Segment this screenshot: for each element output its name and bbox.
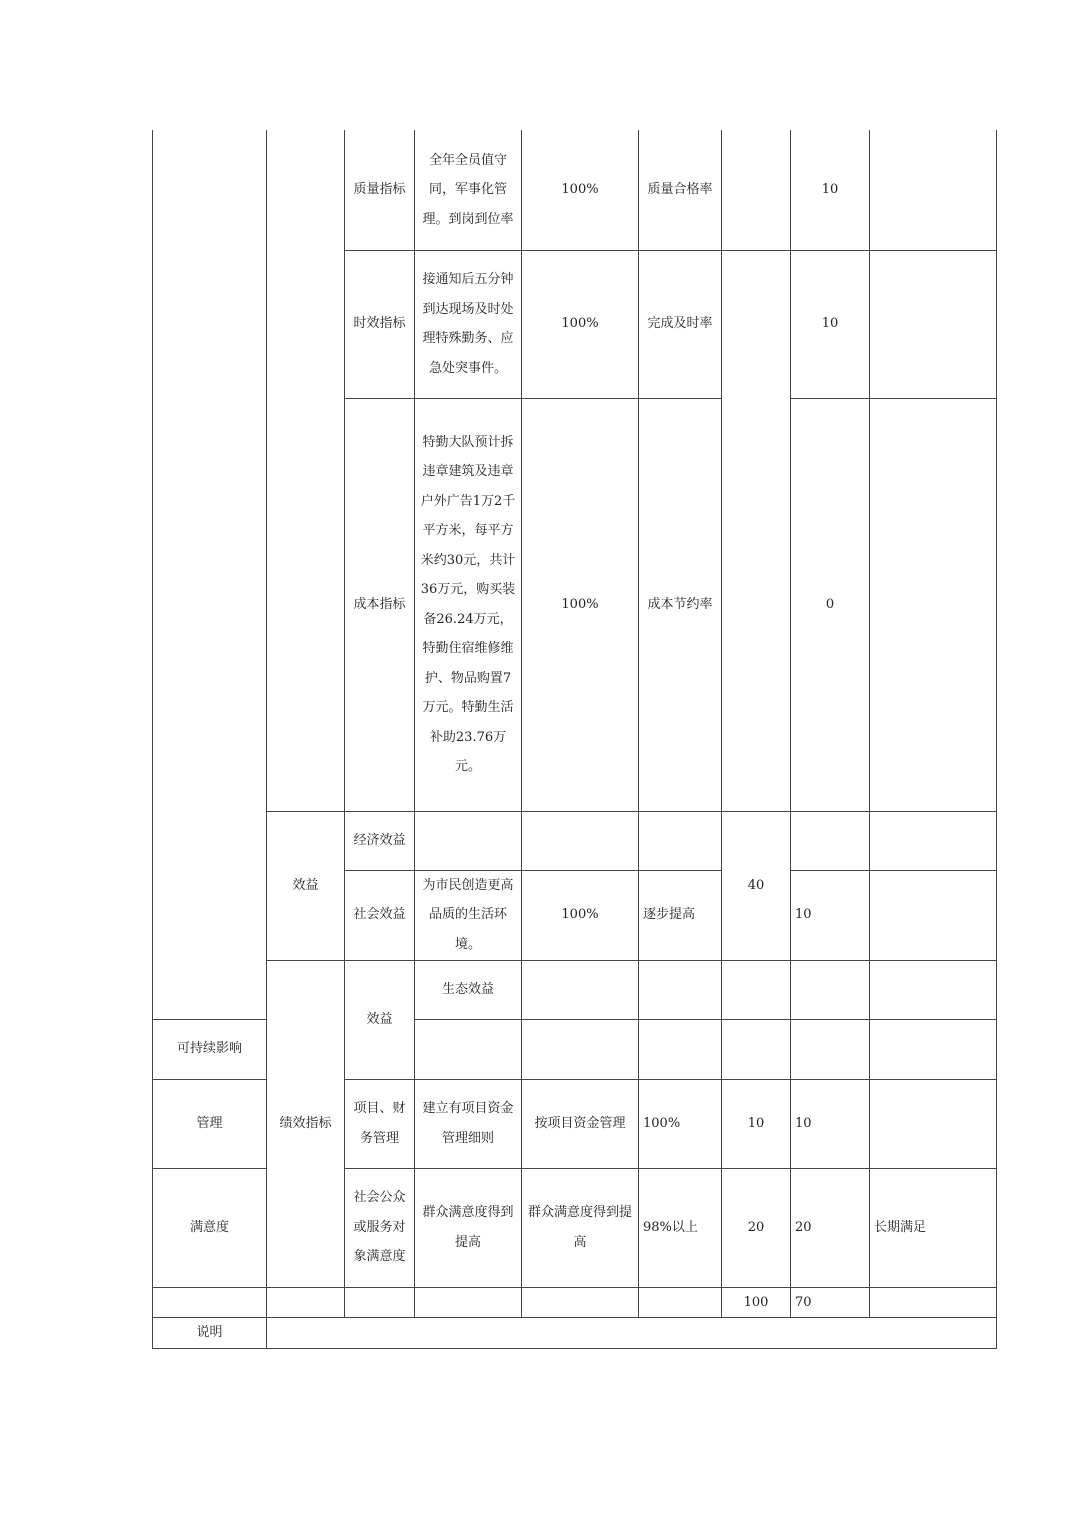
- satisfaction-level2: 满意度: [153, 1168, 267, 1287]
- total-empty-2: [267, 1287, 345, 1318]
- management-level3: 项目、财务管理: [345, 1079, 415, 1168]
- satisfaction-weight: 20: [722, 1168, 791, 1287]
- note-label: 说明: [153, 1318, 267, 1349]
- output-weight-cell: [722, 250, 791, 811]
- timeliness-score: 10: [791, 250, 870, 398]
- cost-content: 特勤大队预计拆违章建筑及违章户外广告1万2千平方米，每平方米约30元，共计36万元，购买装备26.24万元，特勤住宿维修维护、物品购置7万元。特勤生活补助23.76万元。: [415, 398, 522, 811]
- ecological-indicator: [722, 960, 791, 1019]
- benefit-group1-label: 效益: [267, 811, 345, 960]
- management-indicator: 100%: [639, 1079, 722, 1168]
- cost-indicator: 成本节约率: [639, 398, 722, 811]
- total-empty-6: [639, 1287, 722, 1318]
- sustainable-content: [415, 1019, 522, 1079]
- total-empty-5: [522, 1287, 639, 1318]
- satisfaction-score: 20: [791, 1168, 870, 1287]
- cost-score: 0: [791, 398, 870, 811]
- social-score: 10: [791, 870, 870, 960]
- ecological-target: [639, 960, 722, 1019]
- management-weight: 10: [722, 1079, 791, 1168]
- satisfaction-level3: 社会公众或服务对象满意度: [345, 1168, 415, 1287]
- management-score: 10: [791, 1079, 870, 1168]
- quality-score: 10: [791, 130, 870, 250]
- level2-cell-continued: [267, 130, 345, 811]
- social-remark: [870, 870, 997, 960]
- quality-level3: 质量指标: [345, 130, 415, 250]
- quality-weight: [722, 130, 791, 250]
- total-remark: [870, 1287, 997, 1318]
- sustainable-target: [522, 1019, 639, 1079]
- total-weight: 100: [722, 1287, 791, 1318]
- timeliness-target: 100%: [522, 250, 639, 398]
- note-value: [267, 1318, 997, 1349]
- satisfaction-content: 群众满意度得到提高: [415, 1168, 522, 1287]
- management-content: 建立有项目资金管理细则: [415, 1079, 522, 1168]
- social-target: 100%: [522, 870, 639, 960]
- quality-remark: [870, 130, 997, 250]
- satisfaction-remark: 长期满足: [870, 1168, 997, 1287]
- economic-level3: 经济效益: [345, 811, 415, 870]
- sustainable-score: [791, 1019, 870, 1079]
- benefit-group1-weight: 40: [722, 811, 791, 960]
- total-score: 70: [791, 1287, 870, 1318]
- sustainable-indicator: [639, 1019, 722, 1079]
- economic-remark: [870, 811, 997, 870]
- social-level3: 社会效益: [345, 870, 415, 960]
- timeliness-level3: 时效指标: [345, 250, 415, 398]
- sustainable-level3: 可持续影响: [153, 1019, 267, 1079]
- cost-remark: [870, 398, 997, 811]
- ecological-content: [522, 960, 639, 1019]
- management-level2: 管理: [153, 1079, 267, 1168]
- social-content: 为市民创造更高品质的生活环境。: [415, 870, 522, 960]
- benefit-group2-label: 效益: [345, 960, 415, 1079]
- quality-content: 全年全员值守同，军事化管理。到岗到位率: [415, 130, 522, 250]
- ecological-level3: 生态效益: [415, 960, 522, 1019]
- cost-target: 100%: [522, 398, 639, 811]
- performance-table: [152, 130, 997, 1349]
- economic-content: [415, 811, 522, 870]
- timeliness-content: 接通知后五分钟到达现场及时处理特殊勤务、应急处突事件。: [415, 250, 522, 398]
- management-remark: [870, 1079, 997, 1168]
- social-indicator: 逐步提高: [639, 870, 722, 960]
- satisfaction-target: 群众满意度得到提高: [522, 1168, 639, 1287]
- management-target: 按项目资金管理: [522, 1079, 639, 1168]
- economic-target: [522, 811, 639, 870]
- quality-indicator: 质量合格率: [639, 130, 722, 250]
- ecological-score: [870, 960, 997, 1019]
- sustainable-remark: [870, 1019, 997, 1079]
- total-empty-1: [153, 1287, 267, 1318]
- economic-score: [791, 811, 870, 870]
- performance-level1-label: 绩效指标: [267, 960, 345, 1287]
- level1-cell-continued: [153, 130, 267, 1019]
- timeliness-indicator: 完成及时率: [639, 250, 722, 398]
- economic-indicator: [639, 811, 722, 870]
- total-empty-4: [415, 1287, 522, 1318]
- sustainable-weight: [722, 1019, 791, 1079]
- timeliness-remark: [870, 250, 997, 398]
- total-empty-3: [345, 1287, 415, 1318]
- satisfaction-indicator: 98%以上: [639, 1168, 722, 1287]
- cost-level3: 成本指标: [345, 398, 415, 811]
- quality-target: 100%: [522, 130, 639, 250]
- ecological-weight: [791, 960, 870, 1019]
